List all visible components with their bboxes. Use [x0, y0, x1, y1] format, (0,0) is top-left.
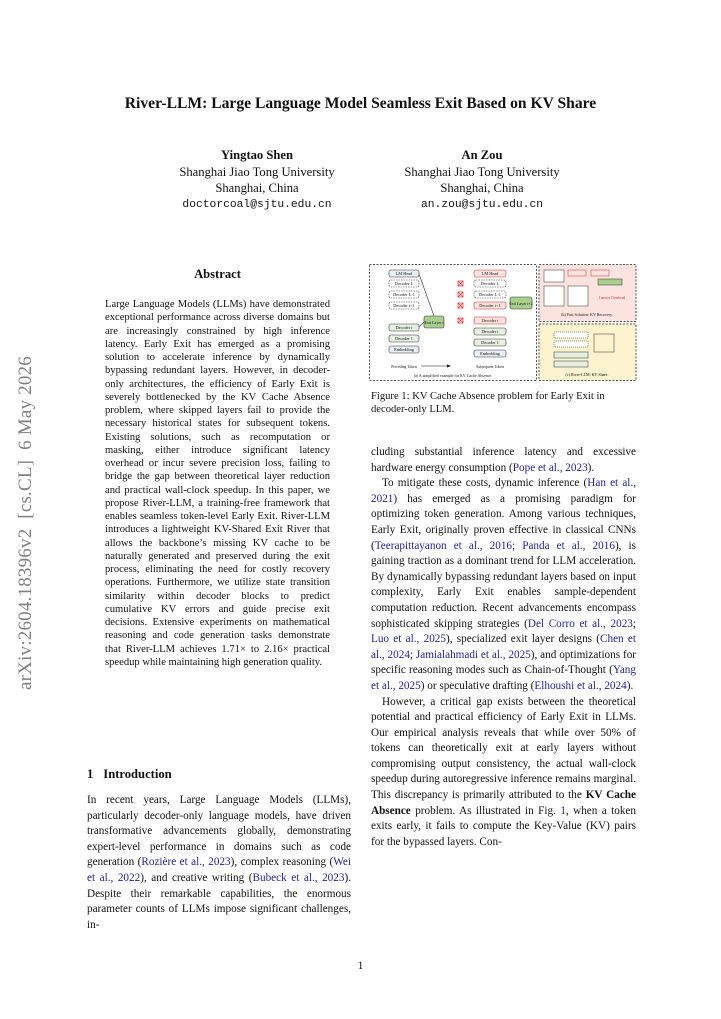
decoder-label: Decoder 1 — [481, 340, 499, 345]
section-number: 1 — [87, 767, 94, 781]
decoder-label: Decoder i+1 — [393, 303, 415, 308]
decoder-label: Decoder L — [394, 281, 414, 286]
decoder-label: Decoder i — [481, 329, 499, 334]
citation-link[interactable]: Han et al., 2021 — [371, 477, 636, 505]
citation-link[interactable]: Del Corro et al., 2023 — [527, 617, 633, 630]
decoder-label: Decoder L — [480, 281, 500, 286]
stack-box — [554, 352, 588, 358]
decoder-label: Decoder i — [395, 325, 413, 330]
body-text: problem. As illustrated in Fig. — [410, 804, 561, 817]
lm-head-label: LM Head — [481, 271, 499, 276]
citation-link[interactable]: Jamialahmadi et al., 2025 — [415, 648, 531, 661]
citation-link[interactable]: Luo et al., 2025 — [371, 633, 446, 646]
intro-right-column — [371, 445, 636, 850]
paper-title: River-LLM: Large Language Model Seamless Exit Based on KV Share — [124, 95, 597, 112]
decoder-label: Decoder i+1 — [479, 303, 501, 308]
intro-left-column — [87, 793, 351, 933]
body-text: ). Despite their remarkable capabilities, the enormous parameter counts of LLMs impose significant challenges, in- — [87, 871, 351, 931]
stack-box — [554, 332, 588, 338]
paragraph — [371, 695, 636, 851]
abstract-heading: Abstract — [194, 267, 241, 281]
body-text: ), complex reasoning ( — [230, 856, 334, 869]
preceding-token-label: Preceding Token — [391, 365, 417, 369]
panel-b-caption: (b) Past Solution: KV Recovery. — [561, 312, 613, 317]
lm-head-label: LM Head — [395, 271, 413, 276]
author-location: Shanghai, China — [440, 181, 524, 195]
kv-share-box — [594, 334, 614, 352]
body-text: ; — [632, 617, 636, 630]
author-name: Yingtao Shen — [221, 148, 293, 162]
embedding-label: Embedding — [394, 347, 414, 352]
citation-link[interactable]: Chen et al., 2024 — [371, 633, 636, 661]
decoder-label: Decoder L-1 — [393, 292, 415, 297]
body-text: ; — [512, 539, 523, 552]
citation-link[interactable]: Teerapittayanon et al., 2016 — [374, 539, 513, 552]
citation-link[interactable]: Pope et al., 2023 — [512, 461, 588, 474]
body-text: ) or speculative drafting ( — [420, 679, 535, 692]
figure-1 — [369, 264, 637, 384]
citation-link[interactable]: Elhoushi et al., 2024 — [534, 679, 627, 692]
recompute-box — [591, 270, 609, 276]
citation-link[interactable]: Panda et al., 2016 — [522, 539, 615, 552]
exit-layer-label: Exit Layer i+2 — [509, 301, 533, 306]
bold-term: KV Cache Absence — [371, 789, 636, 817]
stack-box — [544, 286, 564, 306]
body-text: ), and optimizations for specific reasoning modes such as Chain-of-Thought ( — [371, 648, 637, 677]
body-text: ). — [626, 679, 634, 692]
author-email[interactable]: doctorcoal@sjtu.edu.cn — [182, 198, 332, 211]
stack-box — [554, 341, 588, 347]
body-text: However, a critical gap exists between the theoretical potential and practical efficiency of Early Exit in LLMs. Our empirical analysis reveals that while over 50% of tokens can theoretically exit at early layers without compromising output consistency, the actual wall-clock speedup during autoregressive inference remains marginal. This discrepancy is primarily attributed to the — [371, 695, 636, 802]
figure-caption: Figure 1: KV Cache Absence problem for Early Exit in decoder-only LLM. — [371, 391, 605, 416]
citation-link[interactable]: Bubeck et al., 2023 — [252, 871, 345, 884]
author-affiliation: Shanghai Jiao Tong University — [404, 164, 560, 179]
body-text: ; — [409, 648, 416, 661]
abstract-text: Large Language Models (LLMs) have demonstrated exceptional performance across diverse domains but are increasingly constrained by high inference latency. Early Exit has emerged as a promising solution to accelerate inference by dynamically bypassing redundant layers. However, in decoder-only architectures, the efficiency of Early Exit is severely bottlenecked by the KV Cache Absence problem, where skipped layers fail to provide the necessary historical states for subsequent tokens. Existing solutions, such as recomputation or masking, either introduce significant latency overhead or incur severe precision loss, failing to bridge the gap between theoretical layer reduction and practical wall-clock speedup. In this paper, we propose River-LLM, a training-free framework that enables seamless token-level Early Exit. River-LLM introduces a lightweight KV-Shared Exit River that allows the backbone’s missing KV cache to be naturally generated and preserved during the exit process, eliminating the need for costly recovery operations. Furthermore, we utilize state transition similarity within decoder blocks to predict cumulative KV errors and guide precise exit decisions. Extensive experiments on mathematical reasoning and code generation tasks demonstrate that River-LLM achieves 1.71× to 2.16× practical speedup while maintaining high generation quality. — [105, 299, 330, 668]
paragraph — [371, 476, 636, 694]
author-email[interactable]: an.zou@sjtu.edu.cn — [420, 198, 544, 211]
paragraph — [371, 445, 636, 476]
decoder-label: Decoder i — [481, 318, 499, 323]
panel-a-caption: (a) A simplified example for KV Cache Absence. — [413, 373, 493, 378]
latency-label: Latency Overhead — [598, 296, 626, 300]
author-affiliation: Shanghai Jiao Tong University — [179, 164, 335, 179]
author-block-2 — [362, 147, 602, 213]
author-name: An Zou — [461, 148, 503, 162]
citation-link[interactable]: Wei et al., 2022 — [87, 856, 351, 884]
stack-box — [554, 361, 588, 367]
citation-link[interactable]: Yang et al., 2025 — [371, 664, 636, 692]
body-text: ). — [587, 461, 595, 474]
recompute-box — [568, 270, 586, 276]
exit-layer-label: Exit Layer i — [424, 320, 444, 325]
figure-ref-link[interactable]: 1 — [560, 804, 566, 817]
decoder-label: Decoder 1 — [395, 336, 413, 341]
stack-box — [544, 270, 564, 282]
section-title: Introduction — [103, 767, 172, 781]
exit-layer-box — [598, 279, 622, 285]
subsequent-token-label: Subsequent Token — [476, 365, 504, 369]
body-text: cluding substantial inference latency and excessive hardware energy consumption ( — [371, 446, 636, 474]
page-number: 1 — [357, 960, 364, 972]
arxiv-stamp: arXiv:2604.18396v2 [cs.CL] 6 May 2026 — [15, 356, 36, 690]
body-text: To mitigate these costs, dynamic inference ( — [382, 477, 588, 490]
body-text: ), is gaining traction as a dominant trend for LLM acceleration. By dynamically bypassing redundant layers based on input complexity, Early Exit enables sample-dependent computation reduction. Recent advancements encompass sophisticated skipping strategies ( — [371, 539, 637, 630]
citation-link[interactable]: Rozière et al., 2023 — [141, 856, 231, 869]
body-text: ), and creative writing ( — [140, 871, 253, 884]
author-block-1 — [137, 147, 377, 213]
panel-c-caption: (c) River-LLM: KV Share. — [565, 372, 609, 377]
embedding-label: Embedding — [480, 351, 500, 356]
body-text: ), specialized exit layer designs ( — [445, 633, 601, 646]
decoder-label: Decoder L-1 — [479, 292, 501, 297]
author-location: Shanghai, China — [215, 181, 299, 195]
body-text: , when a token exits early, it fails to compute the Key-Value (KV) pairs for the bypassed layers. Con- — [371, 804, 636, 848]
stack-box — [568, 286, 588, 306]
body-text: ) has emerged as a promising paradigm for optimizing token generation. Among various techniques, Early Exit, originally proven effective in classical CNNs ( — [371, 492, 636, 552]
body-text: In recent years, Large Language Models (LLMs), particularly decoder-only language models, have driven transformative advancements globally, demonstrating expert-level performance in domains such as code generation ( — [87, 794, 351, 869]
section-heading — [87, 767, 172, 782]
